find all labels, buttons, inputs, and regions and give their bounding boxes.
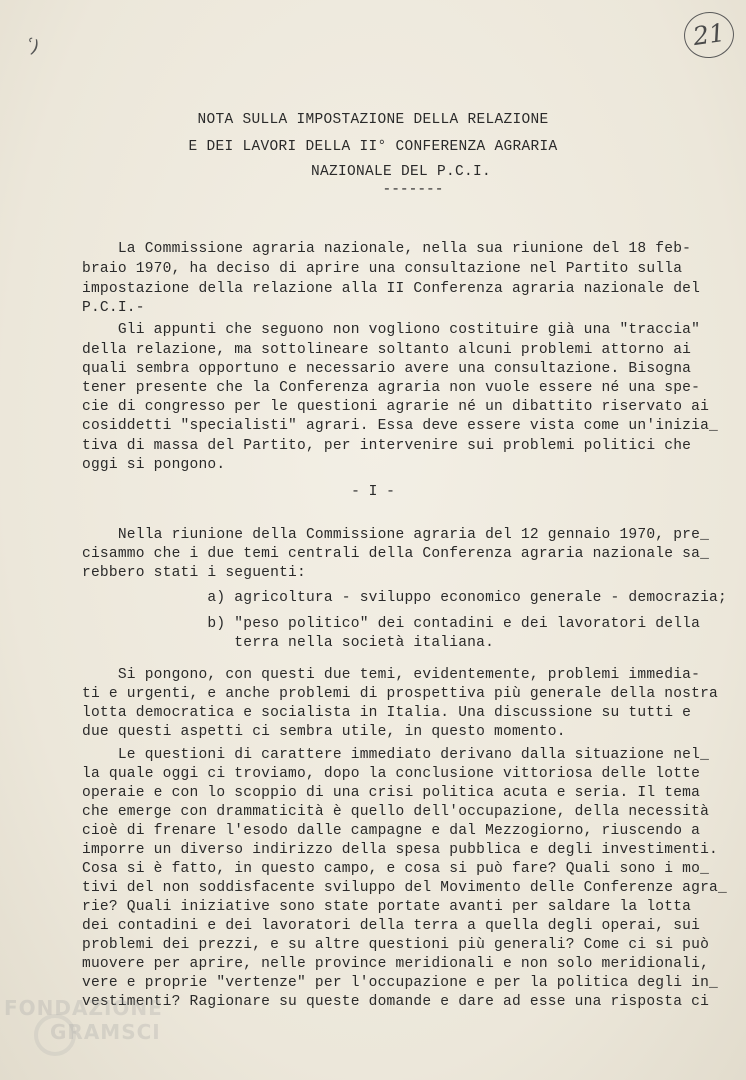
- text-line: la quale oggi ci troviamo, dopo la conclusione vittoriosa delle lotte: [82, 766, 701, 782]
- watermark-line-1: FONDAZIONE: [4, 996, 163, 1020]
- text-line: vere e proprie "vertenze" per l'occupazione e per la politica degli in_: [82, 975, 718, 991]
- text-line: problemi dei prezzi, e su altre questioni più generali? Come ci si può: [82, 937, 710, 953]
- list-item: b) "peso politico" dei contadini e dei lavoratori della: [82, 616, 701, 632]
- text-line: Si pongono, con questi due temi, evidentemente, problemi immedia-: [82, 667, 701, 683]
- text-line: Gli appunti che seguono non vogliono costituire già una "traccia": [82, 322, 701, 338]
- text-line: cosiddetti "specialisti" agrari. Essa deve essere vista come un'inizia_: [82, 418, 718, 434]
- archive-watermark: [4, 996, 163, 1044]
- title-line-2: E DEI LAVORI DELLA II° CONFERENZA AGRARIA: [188, 139, 558, 155]
- text-line: che emerge con drammaticità è quello dell'occupazione, della necessità: [82, 804, 710, 820]
- corner-pencil-mark: ʿ): [22, 34, 42, 59]
- text-line: Le questioni di carattere immediato derivano dalla situazione nel_: [82, 747, 710, 763]
- section-heading: - I -: [351, 484, 395, 500]
- text-line: oggi si pongono.: [82, 457, 226, 473]
- text-line: braio 1970, ha deciso di aprire una consultazione nel Partito sulla: [82, 261, 683, 277]
- text-line: cie di congresso per le questioni agrarie né un dibattito riservato ai: [82, 399, 710, 415]
- text-line: muovere per aprire, nelle province meridionali e non solo meridionali,: [82, 956, 710, 972]
- text-line: tiva di massa del Partito, per intervenire sui problemi politici che: [82, 438, 692, 454]
- text-line: vestimenti? Ragionare su queste domande e dare ad esse una risposta ci: [82, 994, 710, 1010]
- watermark-logo: [34, 1014, 76, 1056]
- list-item: terra nella società italiana.: [82, 635, 495, 651]
- watermark-line-2: GRAMSCI: [50, 1020, 161, 1044]
- text-line: cioè di frenare l'esodo dalle campagne e dal Mezzogiorno, riuscendo a: [82, 823, 701, 839]
- text-line: lotta democratica e socialista in Italia. Una discussione su tutti e: [82, 705, 692, 721]
- text-line: La Commissione agraria nazionale, nella sua riunione del 18 feb-: [82, 241, 692, 257]
- text-line: tivi del non soddisfacente sviluppo del Movimento delle Conferenze agra_: [82, 880, 727, 896]
- text-line: dei contadini e dei lavoratori della terra a quella degli operai, sui: [82, 918, 701, 934]
- text-line: quali sembra opportuno e necessario avere una consultazione. Bisogna: [82, 361, 692, 377]
- title-separator: -------: [382, 182, 444, 198]
- text-line: imporre un diverso indirizzo della spesa pubblica e degli investimenti.: [82, 842, 718, 858]
- text-line: rie? Quali iniziative sono state portate avanti per saldare la lotta: [82, 899, 692, 915]
- text-line: cisammo che i due temi centrali della Conferenza agraria nazionale sa_: [82, 546, 710, 562]
- text-line: ti e urgenti, e anche problemi di prospettiva più generale della nostra: [82, 686, 718, 702]
- text-line: tener presente che la Conferenza agraria non vuole essere né una spe-: [82, 380, 701, 396]
- title-line-3: NAZIONALE DEL P.C.I.: [310, 164, 492, 180]
- text-line: della relazione, ma sottolineare soltanto alcuni problemi attorno ai: [82, 342, 692, 358]
- title-line-1: NOTA SULLA IMPOSTAZIONE DELLA RELAZIONE: [197, 112, 549, 128]
- list-item: a) agricoltura - sviluppo economico generale - democrazia;: [82, 590, 727, 606]
- text-line: P.C.I.-: [82, 300, 145, 316]
- text-line: rebbero stati i seguenti:: [82, 565, 306, 581]
- text-line: impostazione della relazione alla II Conferenza agraria nazionale del: [82, 281, 701, 297]
- text-line: Cosa si è fatto, in questo campo, e cosa si può fare? Quali sono i mo_: [82, 861, 710, 877]
- text-line: due questi aspetti ci sembra utile, in questo momento.: [82, 724, 566, 740]
- text-line: operaie e con lo scoppio di una crisi politica acuta e seria. Il tema: [82, 785, 701, 801]
- archive-page-number: 21: [681, 9, 737, 62]
- text-line: Nella riunione della Commissione agraria del 12 gennaio 1970, pre_: [82, 527, 710, 543]
